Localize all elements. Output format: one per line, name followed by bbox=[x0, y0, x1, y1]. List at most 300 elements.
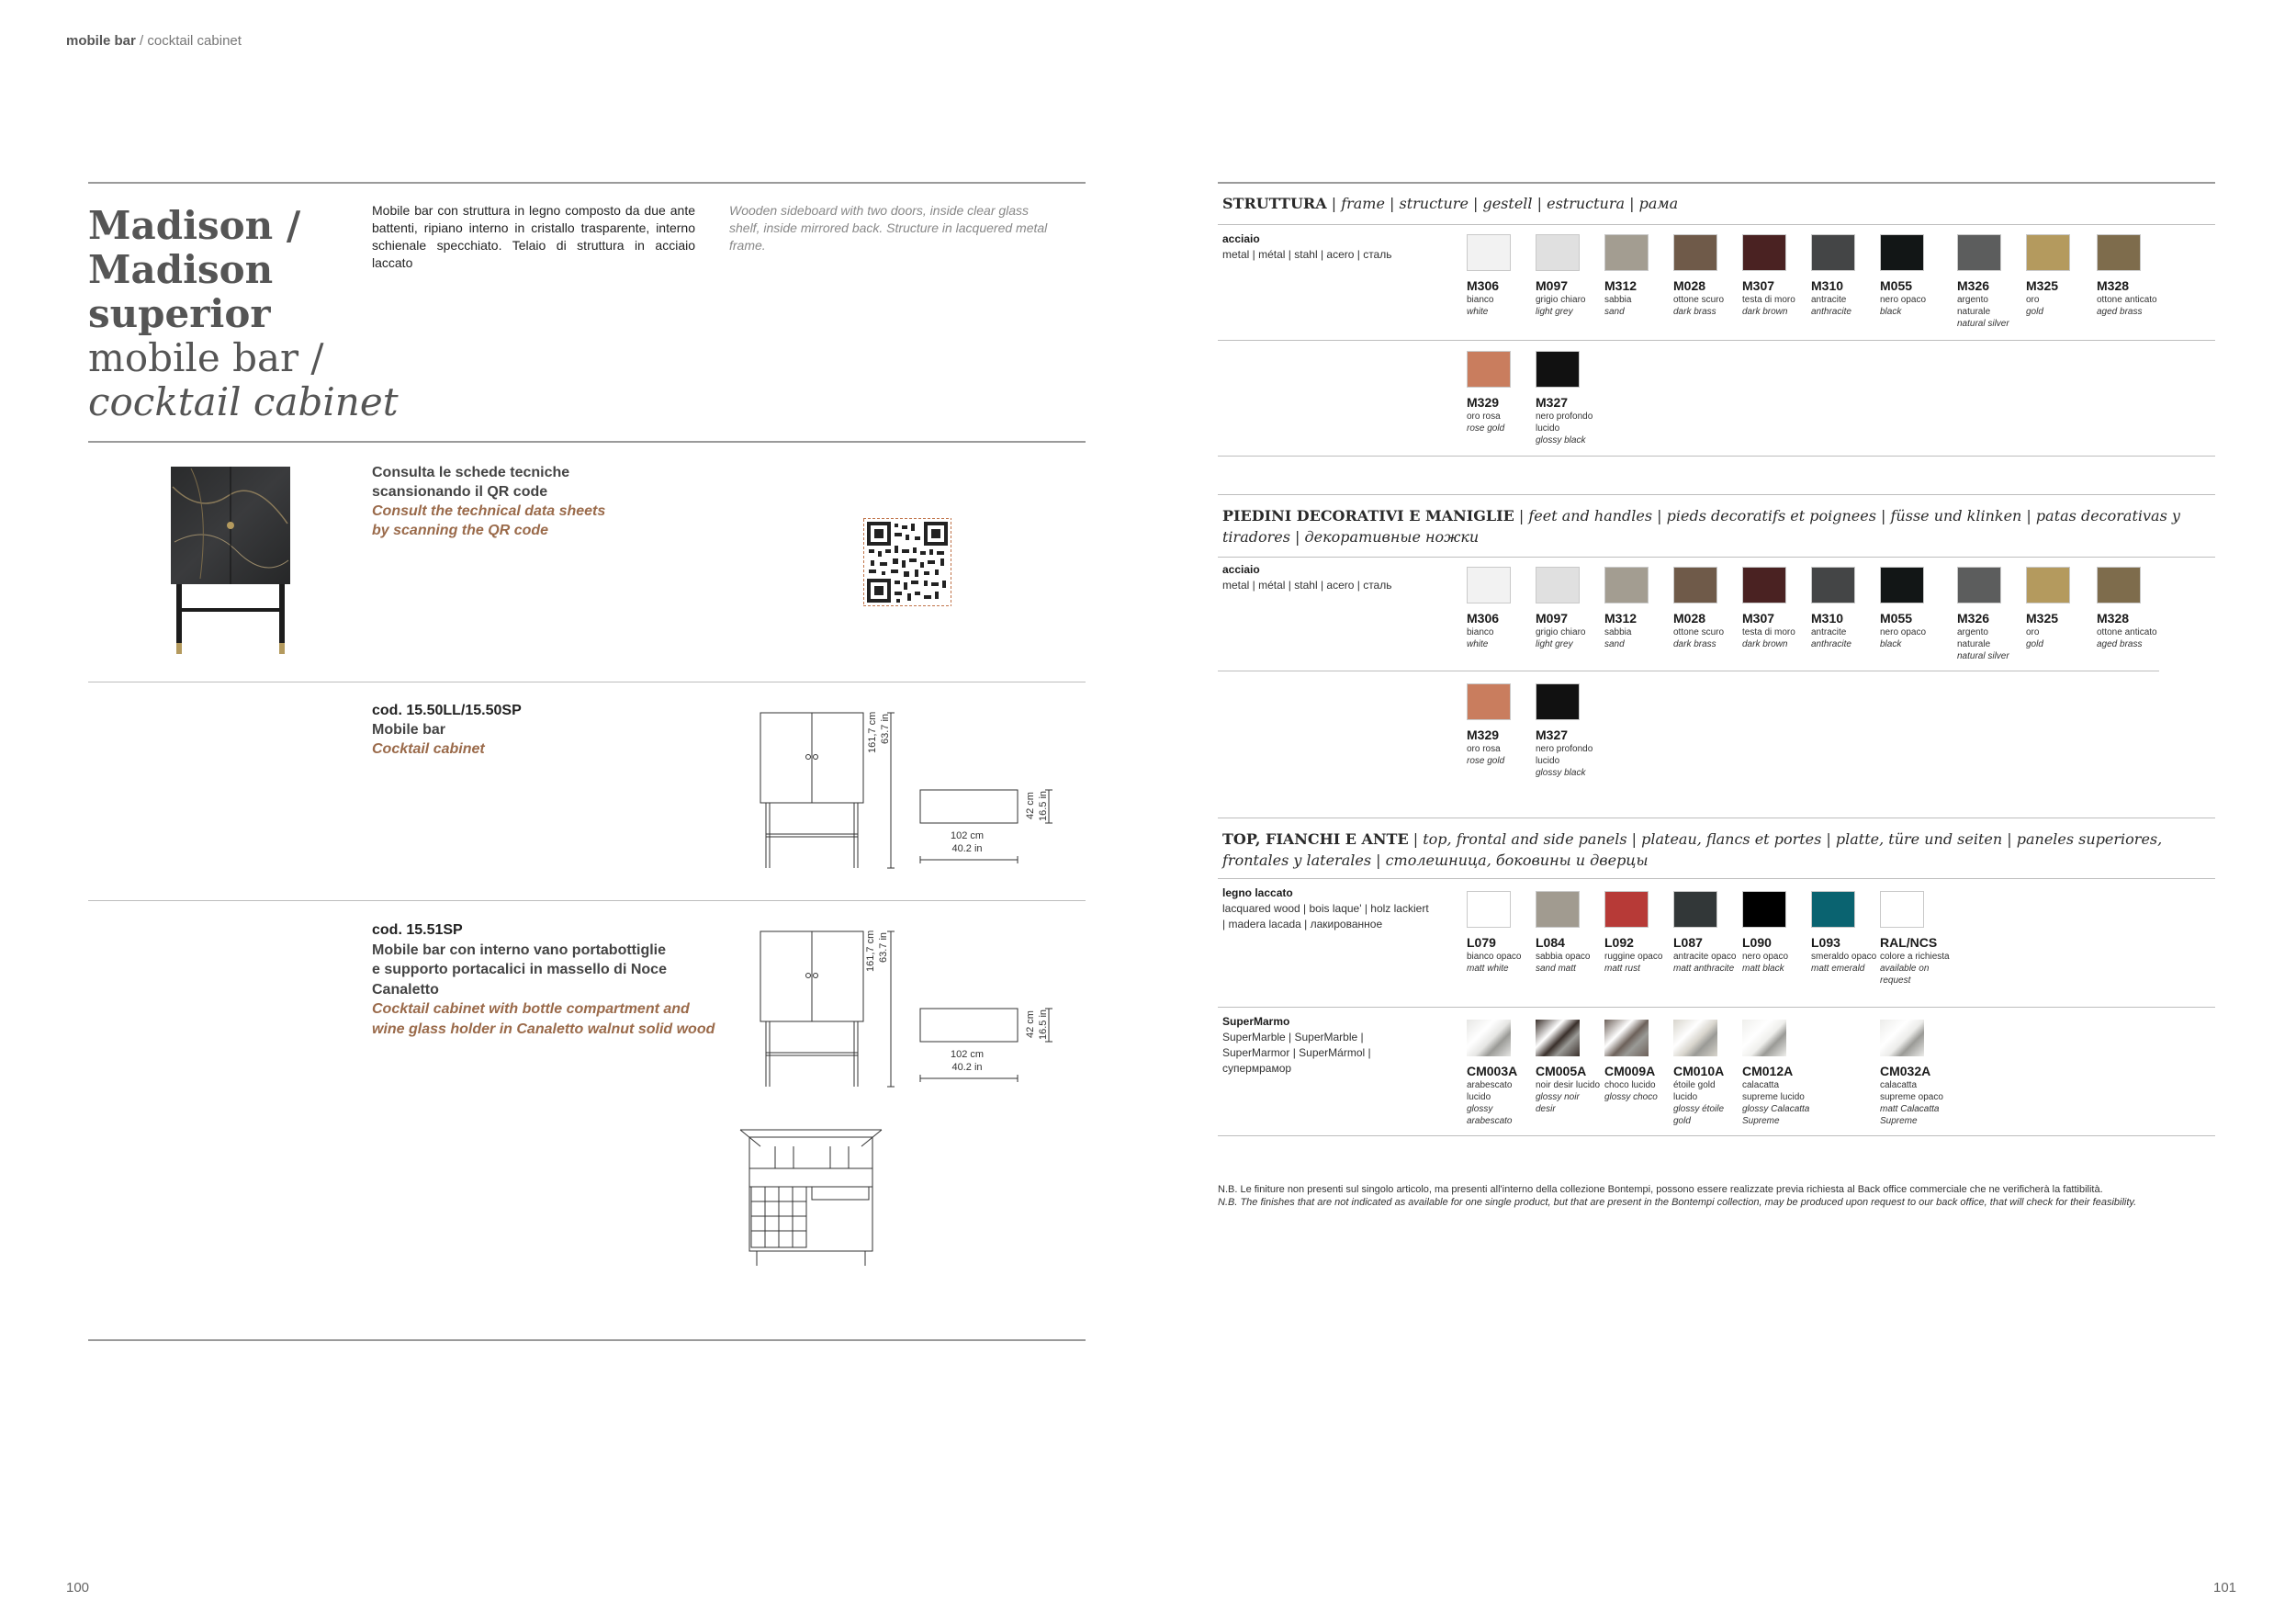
finish-name-en: anthracite bbox=[1811, 307, 1851, 317]
finish-name-en: rose gold bbox=[1467, 423, 1505, 434]
finish-label bbox=[1742, 611, 1814, 650]
finish-swatch[interactable] bbox=[1742, 891, 1786, 928]
finish-label bbox=[1467, 395, 1538, 434]
finish-swatch[interactable] bbox=[1467, 683, 1511, 720]
finish-name-it: bianco opaco bbox=[1467, 952, 1522, 962]
finish-name-it: oro bbox=[2026, 295, 2040, 305]
finish-name-en: Supreme bbox=[1742, 1116, 1780, 1126]
finish-name-en: request bbox=[1880, 976, 1911, 986]
technical-drawing-front bbox=[753, 926, 937, 1091]
finish-label bbox=[1673, 278, 1745, 318]
finish-name-it: nero profondo bbox=[1536, 412, 1593, 422]
finish-code: M307 bbox=[1742, 611, 1775, 626]
divider bbox=[1218, 1135, 2215, 1136]
finish-label bbox=[1673, 611, 1745, 650]
qr-info bbox=[372, 463, 605, 540]
finish-code: M329 bbox=[1467, 727, 1500, 742]
finish-label bbox=[1811, 611, 1883, 650]
finish-name-en: rose gold bbox=[1467, 756, 1505, 766]
technical-drawing-front bbox=[753, 707, 937, 873]
finish-label bbox=[1604, 278, 1676, 318]
material-name: acciaio bbox=[1222, 563, 1260, 576]
finish-name-it: naturale bbox=[1957, 639, 1991, 649]
material-name: SuperMarmo bbox=[1222, 1015, 1290, 1028]
title-line: Madison bbox=[88, 247, 274, 292]
finish-swatch[interactable] bbox=[1742, 1020, 1786, 1056]
finish-swatch[interactable] bbox=[1957, 567, 2001, 603]
finish-name-it: bianco bbox=[1467, 627, 1494, 637]
section-header-feet: PIEDINI DECORATIVI E MANIGLIE | feet and handles | pieds decoratifs et poignees | füsse und klinken | patas decorativas y tiradores | декоративные ножки bbox=[1222, 507, 2180, 546]
material-label bbox=[1222, 562, 1391, 593]
divider bbox=[1218, 1007, 2215, 1008]
finish-name-en: arabescato bbox=[1467, 1116, 1513, 1126]
finish-label bbox=[1742, 935, 1814, 975]
finish-label bbox=[1536, 935, 1607, 975]
finish-name-it: noir desir lucido bbox=[1536, 1080, 1601, 1090]
section-lang: frame bbox=[1341, 195, 1385, 212]
material-label bbox=[1222, 1014, 1452, 1077]
breadcrumb-separator: / bbox=[135, 33, 148, 49]
section-lang: paneles superiores, frontales y laterales bbox=[1222, 830, 2163, 869]
finish-swatch[interactable] bbox=[1673, 891, 1717, 928]
finish-label bbox=[1880, 611, 1952, 650]
finish-code: M028 bbox=[1673, 611, 1706, 626]
finish-code: M312 bbox=[1604, 611, 1638, 626]
finish-swatch[interactable] bbox=[1880, 567, 1924, 603]
section-lang: рама bbox=[1638, 195, 1679, 212]
finish-code: M310 bbox=[1811, 611, 1844, 626]
finish-swatch[interactable] bbox=[1811, 234, 1855, 271]
finish-name-it: oro rosa bbox=[1467, 744, 1501, 754]
divider bbox=[88, 441, 1086, 443]
qr-info-it: scansionando il QR code bbox=[372, 484, 548, 500]
product-entry bbox=[372, 920, 715, 1039]
finish-swatch[interactable] bbox=[1673, 1020, 1717, 1056]
finish-name-en: dark brown bbox=[1742, 307, 1788, 317]
finish-code: M325 bbox=[2026, 278, 2059, 293]
finish-name-en: sand matt bbox=[1536, 964, 1576, 974]
section-title: PIEDINI DECORATIVI E MANIGLIE bbox=[1222, 507, 1514, 524]
dim-height-in: 63.7 in bbox=[880, 713, 891, 744]
finish-code: M327 bbox=[1536, 727, 1569, 742]
finish-swatch[interactable] bbox=[1604, 891, 1649, 928]
finish-swatch[interactable] bbox=[1604, 1020, 1649, 1056]
finish-code: CM003A bbox=[1467, 1064, 1518, 1078]
finish-name-en: aged brass bbox=[2097, 307, 2143, 317]
product-code: cod. 15.50LL/15.50SP bbox=[372, 703, 522, 718]
dim-width-in: 40.2 in bbox=[951, 843, 983, 854]
finish-code: M328 bbox=[2097, 611, 2130, 626]
finish-name-it: antracite opaco bbox=[1673, 952, 1737, 962]
finish-code: M028 bbox=[1673, 278, 1706, 293]
section-lang: столешница, боковины и дверцы bbox=[1385, 851, 1649, 869]
finish-name-it: lucido bbox=[1673, 1092, 1698, 1102]
finish-label bbox=[1536, 278, 1607, 318]
finish-code: RAL/NCS bbox=[1880, 935, 1938, 950]
finish-name-it: sabbia bbox=[1604, 295, 1632, 305]
section-lang: estructura bbox=[1547, 195, 1626, 212]
finish-name-en: dark brass bbox=[1673, 639, 1716, 649]
finish-label bbox=[2097, 278, 2168, 318]
finish-swatch[interactable] bbox=[1536, 891, 1580, 928]
finish-name-it: colore a richiesta bbox=[1880, 952, 1950, 962]
product-name-en: Cocktail cabinet bbox=[372, 741, 485, 757]
title-line: cocktail cabinet bbox=[88, 379, 399, 424]
section-lang: structure bbox=[1399, 195, 1469, 212]
finish-code: L079 bbox=[1467, 935, 1496, 950]
divider bbox=[88, 182, 1086, 184]
product-name-it: e supporto portacalici in massello di Noce bbox=[372, 962, 667, 977]
finish-code: CM032A bbox=[1880, 1064, 1931, 1078]
finish-label bbox=[1742, 1064, 1814, 1127]
finish-label bbox=[1957, 278, 2029, 330]
dim-width bbox=[918, 829, 1016, 855]
finish-name-en: light grey bbox=[1536, 307, 1573, 317]
finish-name-it: arabescato bbox=[1467, 1080, 1513, 1090]
finish-code: L087 bbox=[1673, 935, 1703, 950]
product-entry bbox=[372, 701, 522, 759]
finish-note-it: N.B. Le finiture non presenti sul singolo articolo, ma presenti all'interno della collezione Bontempi, possono essere realizzate previa richiesta al Back office commerciale che ne verificherà la fattibilità. bbox=[1218, 1184, 2103, 1195]
finish-code: CM012A bbox=[1742, 1064, 1794, 1078]
finish-name-it: oro rosa bbox=[1467, 412, 1501, 422]
finish-name-it: antracite bbox=[1811, 627, 1847, 637]
finish-name-it: nero opaco bbox=[1880, 295, 1927, 305]
finish-label bbox=[1742, 278, 1814, 318]
product-name-it: Mobile bar bbox=[372, 722, 446, 738]
material-langs: SuperMarmor | SuperMármol | bbox=[1222, 1046, 1371, 1059]
finish-label bbox=[1957, 611, 2029, 662]
finish-code: M306 bbox=[1467, 278, 1500, 293]
qr-info-en: by scanning the QR code bbox=[372, 523, 549, 538]
finish-label bbox=[1880, 278, 1952, 318]
finish-code: M310 bbox=[1811, 278, 1844, 293]
finish-name-it: sabbia bbox=[1604, 627, 1632, 637]
finish-name-it: choco lucido bbox=[1604, 1080, 1656, 1090]
finish-name-it: ruggine opaco bbox=[1604, 952, 1663, 962]
finish-label bbox=[1811, 935, 1883, 975]
finish-name-en: desir bbox=[1536, 1104, 1556, 1114]
finish-swatch[interactable] bbox=[1467, 567, 1511, 603]
finish-name-en: glossy black bbox=[1536, 768, 1586, 778]
page-title bbox=[88, 204, 399, 424]
finish-code: M326 bbox=[1957, 611, 1990, 626]
title-line: mobile bar / bbox=[88, 335, 324, 380]
finish-name-en: gold bbox=[2026, 307, 2043, 317]
dim-width bbox=[918, 1048, 1016, 1074]
finish-swatch[interactable] bbox=[1536, 1020, 1580, 1056]
material-langs: metal | métal | stahl | acero | сталь bbox=[1222, 579, 1392, 592]
breadcrumb bbox=[66, 33, 242, 49]
product-code: cod. 15.51SP bbox=[372, 922, 463, 938]
divider bbox=[1218, 494, 2215, 495]
finish-code: M326 bbox=[1957, 278, 1990, 293]
finish-name-en: black bbox=[1880, 639, 1902, 649]
finish-name-it: nero opaco bbox=[1742, 952, 1789, 962]
finish-label bbox=[1467, 1064, 1538, 1127]
finish-swatch[interactable] bbox=[1673, 567, 1717, 603]
material-langs: SuperMarble | SuperMarble | bbox=[1222, 1031, 1364, 1043]
description-it: Mobile bar con struttura in legno composto da due ante battenti, ripiano interno in cristallo trasparente, interno schienale specchiato. Telaio di struttura in acciaio laccato bbox=[372, 203, 695, 270]
finish-swatch[interactable] bbox=[2097, 567, 2141, 603]
finish-name-it: nero opaco bbox=[1880, 627, 1927, 637]
finish-name-en: glossy noir bbox=[1536, 1092, 1580, 1102]
qr-info-it: Consulta le schede tecniche bbox=[372, 465, 570, 480]
material-langs: супермрамор bbox=[1222, 1062, 1292, 1075]
dim-height-cm: 161,7 cm bbox=[867, 711, 878, 753]
finish-code: M097 bbox=[1536, 611, 1569, 626]
finish-name-en: light grey bbox=[1536, 639, 1573, 649]
finish-name-en: matt black bbox=[1742, 964, 1784, 974]
finish-swatch[interactable] bbox=[1536, 683, 1580, 720]
divider bbox=[1218, 878, 2215, 879]
finish-name-en: glossy Calacatta bbox=[1742, 1104, 1810, 1114]
finish-code: CM005A bbox=[1536, 1064, 1587, 1078]
finish-swatch[interactable] bbox=[1742, 567, 1786, 603]
finish-name-it: testa di moro bbox=[1742, 627, 1795, 637]
finish-name-en: glossy étoile bbox=[1673, 1104, 1725, 1114]
dim-height-in: 63.7 in bbox=[878, 931, 889, 963]
finish-code: L090 bbox=[1742, 935, 1772, 950]
finish-name-it: ottone anticato bbox=[2097, 627, 2157, 637]
qr-code[interactable] bbox=[863, 518, 951, 606]
section-lang: feet and handles bbox=[1528, 507, 1653, 524]
finish-swatch[interactable] bbox=[1536, 351, 1580, 388]
finish-swatch[interactable] bbox=[1957, 234, 2001, 271]
section-lang: platte, türe und seiten bbox=[1835, 830, 2003, 848]
finish-name-it: smeraldo opaco bbox=[1811, 952, 1877, 962]
section-lang: plateau, flancs et portes bbox=[1641, 830, 1822, 848]
dim-width-cm: 102 cm bbox=[950, 830, 985, 841]
finish-label bbox=[1604, 611, 1676, 650]
finish-label bbox=[1604, 1064, 1676, 1103]
finish-note-en: N.B. The finishes that are not indicated as available for one single product, but that are present in the Bontempi collection, may be produced upon request to our back office, that will check for their feasibility. bbox=[1218, 1197, 2137, 1208]
finish-label bbox=[1604, 935, 1676, 975]
finish-name-en: black bbox=[1880, 307, 1902, 317]
finish-name-en: gold bbox=[1673, 1116, 1691, 1126]
finish-swatch[interactable] bbox=[2026, 234, 2070, 271]
finish-label bbox=[1467, 935, 1538, 975]
finish-name-it: ottone scuro bbox=[1673, 627, 1725, 637]
finish-name-it: lucido bbox=[1467, 1092, 1491, 1102]
finish-code: L093 bbox=[1811, 935, 1840, 950]
finish-code: M055 bbox=[1880, 611, 1913, 626]
finish-note bbox=[1218, 1183, 2246, 1209]
dim-depth-in: 16.5 in bbox=[1038, 790, 1049, 821]
finish-name-it: calacatta bbox=[1880, 1080, 1918, 1090]
finish-label bbox=[1811, 278, 1883, 318]
finish-name-en: Supreme bbox=[1880, 1116, 1918, 1126]
section-lang: gestell bbox=[1482, 195, 1533, 212]
finish-name-en: dark brown bbox=[1742, 639, 1788, 649]
finish-swatch[interactable] bbox=[1467, 351, 1511, 388]
finish-label bbox=[2026, 278, 2098, 318]
finish-code: M325 bbox=[2026, 611, 2059, 626]
finish-swatch[interactable] bbox=[1467, 1020, 1511, 1056]
qr-info-en: Consult the technical data sheets bbox=[372, 503, 606, 519]
finish-name-en: sand bbox=[1604, 639, 1625, 649]
finish-name-it: ottone scuro bbox=[1673, 295, 1725, 305]
finish-name-en: matt emerald bbox=[1811, 964, 1865, 974]
product-name-it: Canaletto bbox=[372, 981, 439, 998]
finish-name-it: argento bbox=[1957, 627, 1988, 637]
divider bbox=[1218, 224, 2215, 225]
finish-swatch[interactable] bbox=[1880, 234, 1924, 271]
finish-swatch[interactable] bbox=[1536, 234, 1580, 271]
finish-label bbox=[1467, 727, 1538, 767]
finish-code: M312 bbox=[1604, 278, 1638, 293]
finish-swatch[interactable] bbox=[1811, 891, 1855, 928]
finish-name-it: calacatta bbox=[1742, 1080, 1780, 1090]
divider bbox=[88, 900, 1086, 901]
finish-swatch[interactable] bbox=[1467, 234, 1511, 271]
finish-label bbox=[1536, 395, 1607, 446]
breadcrumb-category: mobile bar bbox=[66, 33, 136, 49]
finish-code: CM009A bbox=[1604, 1064, 1656, 1078]
section-title: TOP, FIANCHI E ANTE bbox=[1222, 830, 1409, 848]
section-lang: pieds decoratifs et poignees bbox=[1666, 507, 1876, 524]
finish-name-it: lucido bbox=[1536, 756, 1560, 766]
product-photo bbox=[163, 459, 298, 661]
divider bbox=[88, 1339, 1086, 1341]
finish-name-en: white bbox=[1467, 307, 1489, 317]
finish-name-it: argento bbox=[1957, 295, 1988, 305]
dim-width-cm: 102 cm bbox=[950, 1049, 985, 1060]
finish-name-it: bianco bbox=[1467, 295, 1494, 305]
finish-name-it: ottone anticato bbox=[2097, 295, 2157, 305]
divider bbox=[1218, 182, 2215, 184]
finish-label bbox=[2097, 611, 2168, 650]
finish-name-en: sand bbox=[1604, 307, 1625, 317]
material-label bbox=[1222, 885, 1452, 932]
finish-name-it: antracite bbox=[1811, 295, 1847, 305]
technical-drawing-interior bbox=[738, 1128, 885, 1268]
finish-label bbox=[1880, 1064, 1952, 1127]
finish-swatch[interactable] bbox=[1467, 891, 1511, 928]
finish-swatch[interactable] bbox=[2097, 234, 2141, 271]
finish-name-en: glossy choco bbox=[1604, 1092, 1658, 1102]
finish-swatch[interactable] bbox=[1811, 567, 1855, 603]
finish-name-en: glossy bbox=[1467, 1104, 1493, 1114]
section-header-structure: STRUTTURA | frame | structure | gestell | estructura | рама bbox=[1222, 195, 1679, 212]
section-lang: patas decorativas y tiradores bbox=[1222, 507, 2180, 546]
material-langs: metal | métal | stahl | acero | сталь bbox=[1222, 248, 1392, 261]
finish-label bbox=[1467, 611, 1538, 650]
product-name-it: Mobile bar con interno vano portabottiglie bbox=[372, 942, 667, 958]
finish-name-it: naturale bbox=[1957, 307, 1991, 317]
finish-code: CM010A bbox=[1673, 1064, 1725, 1078]
material-name: legno laccato bbox=[1222, 886, 1293, 899]
finish-swatch[interactable] bbox=[1536, 567, 1580, 603]
finish-code: M327 bbox=[1536, 395, 1569, 410]
finish-code: M329 bbox=[1467, 395, 1500, 410]
finish-swatch[interactable] bbox=[1604, 234, 1649, 271]
finish-label bbox=[1536, 1064, 1607, 1115]
finish-name-it: nero profondo bbox=[1536, 744, 1593, 754]
finish-name-it: étoile gold bbox=[1673, 1080, 1716, 1090]
finish-code: M055 bbox=[1880, 278, 1913, 293]
finish-label bbox=[1880, 935, 1952, 987]
finish-name-it: grigio chiaro bbox=[1536, 627, 1586, 637]
section-lang: top, frontal and side panels bbox=[1423, 830, 1627, 848]
finish-code: M328 bbox=[2097, 278, 2130, 293]
finish-name-en: glossy black bbox=[1536, 435, 1586, 445]
finish-name-it: supreme opaco bbox=[1880, 1092, 1943, 1102]
divider bbox=[1218, 456, 2215, 457]
finish-swatch[interactable] bbox=[1673, 234, 1717, 271]
section-header-top: TOP, FIANCHI E ANTE | top, frontal and side panels | plateau, flancs et portes | platte, türe und seiten | paneles superiores, frontales y laterales | столешница, боковины и дверцы bbox=[1222, 830, 2163, 869]
finish-swatch[interactable] bbox=[2026, 567, 2070, 603]
material-langs: lacquared wood | bois laque' | holz lackiert bbox=[1222, 902, 1429, 915]
finish-name-en: white bbox=[1467, 639, 1489, 649]
breadcrumb-subcategory: cocktail cabinet bbox=[147, 33, 242, 49]
section-lang: füsse und klinken bbox=[1890, 507, 2022, 524]
finish-name-en: natural silver bbox=[1957, 651, 2009, 661]
finish-label bbox=[1536, 727, 1607, 779]
finish-name-en: aged brass bbox=[2097, 639, 2143, 649]
dim-depth-cm: 42 cm bbox=[1025, 1010, 1036, 1038]
section-title: STRUTTURA bbox=[1222, 195, 1327, 212]
finish-label bbox=[2026, 611, 2098, 650]
finish-name-en: matt Calacatta bbox=[1880, 1104, 1940, 1114]
page-number-right: 101 bbox=[2213, 1580, 2237, 1596]
finish-name-en: matt rust bbox=[1604, 964, 1640, 974]
finish-code: M306 bbox=[1467, 611, 1500, 626]
description-en: Wooden sideboard with two doors, inside clear glass shelf, inside mirrored back. Structure in lacquered metal frame. bbox=[729, 203, 1048, 253]
finish-label bbox=[1467, 278, 1538, 318]
finish-name-it: sabbia opaco bbox=[1536, 952, 1591, 962]
dim-depth-cm: 42 cm bbox=[1025, 792, 1036, 819]
finish-name-en: dark brass bbox=[1673, 307, 1716, 317]
dim-width-in: 40.2 in bbox=[951, 1062, 983, 1073]
finish-name-it: lucido bbox=[1536, 423, 1560, 434]
finish-label bbox=[1673, 935, 1745, 975]
finish-label bbox=[1536, 611, 1607, 650]
product-name-en: Cocktail cabinet with bottle compartment and bbox=[372, 1001, 690, 1017]
finish-code: L084 bbox=[1536, 935, 1565, 950]
finish-name-it: grigio chiaro bbox=[1536, 295, 1586, 305]
finish-code: M307 bbox=[1742, 278, 1775, 293]
finish-name-en: matt white bbox=[1467, 964, 1509, 974]
finish-swatch[interactable] bbox=[1604, 567, 1649, 603]
finish-name-en: natural silver bbox=[1957, 319, 2009, 329]
product-name-en: wine glass holder in Canaletto walnut solid wood bbox=[372, 1021, 715, 1037]
divider bbox=[1218, 557, 2215, 558]
title-line: superior bbox=[88, 291, 271, 336]
dim-height-cm: 161,7 cm bbox=[865, 930, 876, 972]
finish-code: L092 bbox=[1604, 935, 1634, 950]
page-number-left: 100 bbox=[66, 1580, 90, 1596]
title-line: Madison / bbox=[88, 203, 301, 248]
finish-name-en: matt anthracite bbox=[1673, 964, 1735, 974]
finish-label bbox=[1673, 1064, 1745, 1127]
material-name: acciaio bbox=[1222, 232, 1260, 245]
finish-swatch[interactable] bbox=[1880, 1020, 1924, 1056]
finish-name-it: oro bbox=[2026, 627, 2040, 637]
material-label bbox=[1222, 231, 1391, 263]
finish-name-it: testa di moro bbox=[1742, 295, 1795, 305]
section-lang: декоративные ножки bbox=[1304, 528, 1480, 546]
finish-swatch[interactable] bbox=[1880, 891, 1924, 928]
finish-code: M097 bbox=[1536, 278, 1569, 293]
finish-name-it: supreme lucido bbox=[1742, 1092, 1805, 1102]
material-langs: | madera lacada | лакированное bbox=[1222, 918, 1383, 930]
dim-depth-in: 16.5 in bbox=[1038, 1009, 1049, 1040]
divider bbox=[1218, 340, 2215, 341]
finish-name-en: available on bbox=[1880, 964, 1930, 974]
finish-name-en: anthracite bbox=[1811, 639, 1851, 649]
finish-name-en: gold bbox=[2026, 639, 2043, 649]
finish-swatch[interactable] bbox=[1742, 234, 1786, 271]
